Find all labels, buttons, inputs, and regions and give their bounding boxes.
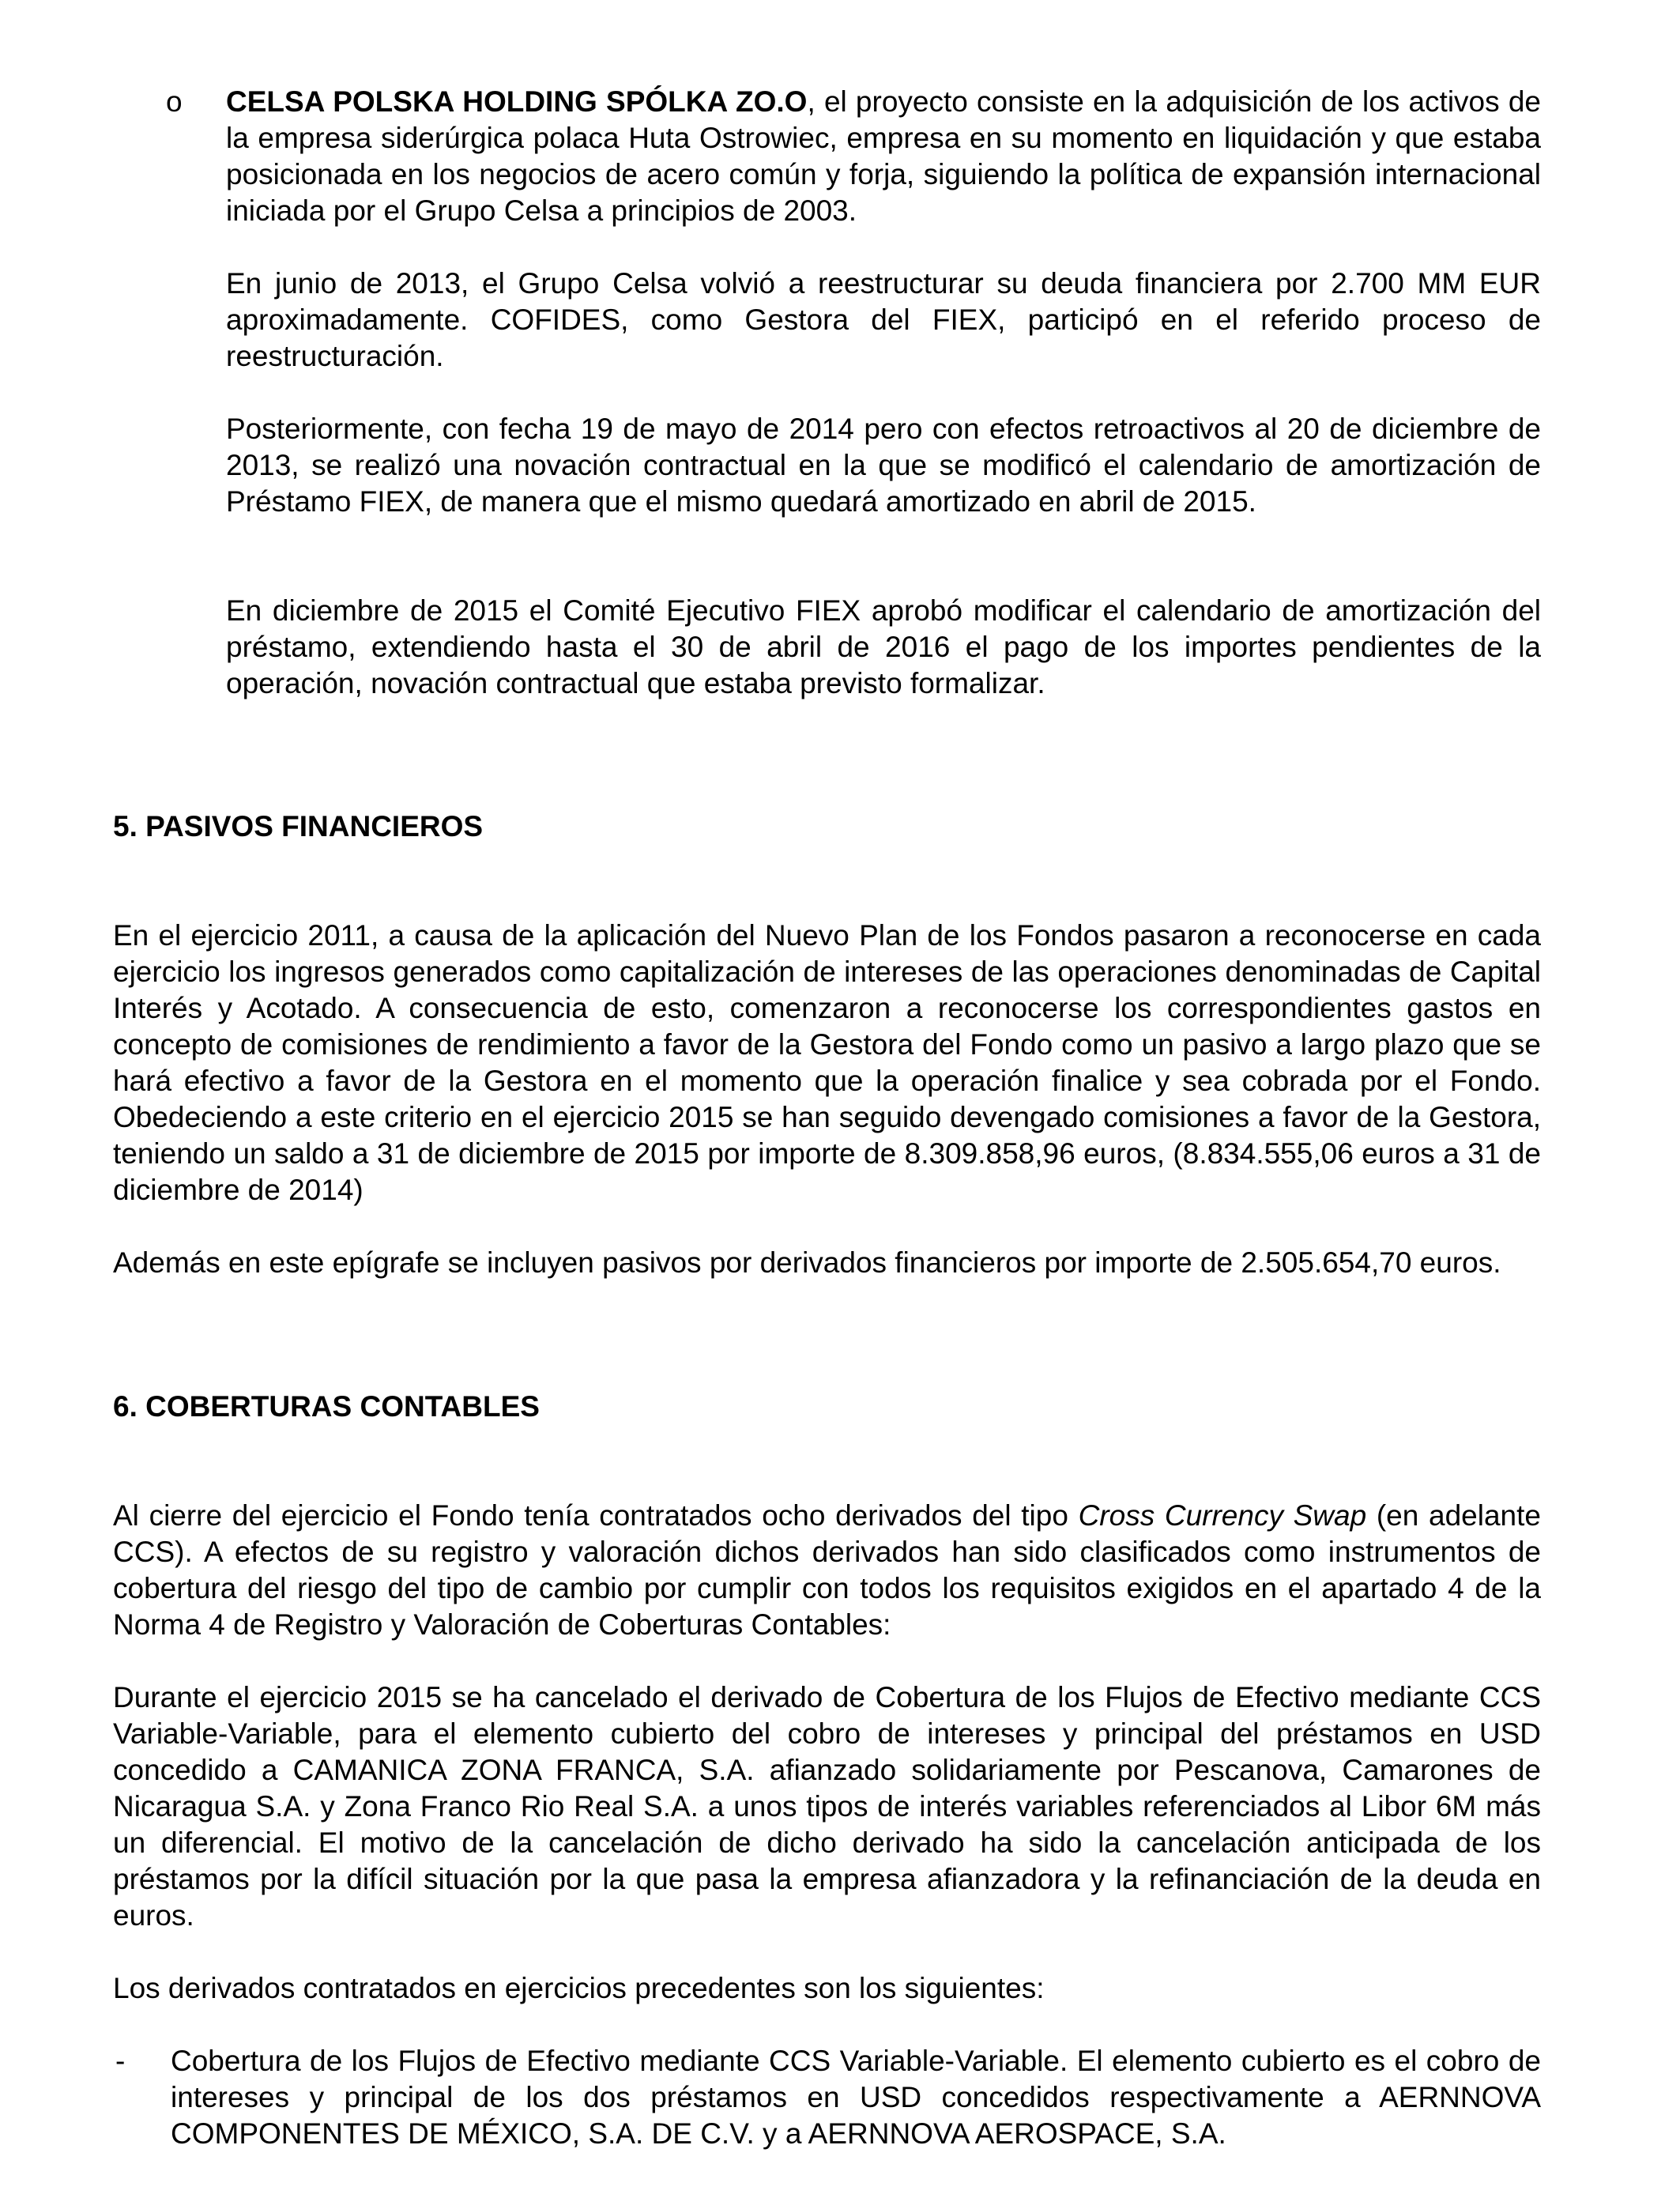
bullet-text: , el proyecto consiste en la adquisición de los activos de la empresa siderúrgica polaca Huta Ostrowiec, empresa en su momento en liquidación y que estaba posicionada en los negocios de acero común y forja, siguiendo la política de expansión internacional iniciada por el Grupo Celsa a principios de 2003. [226,85,1541,227]
section-6-paragraph-1 [113,1498,1541,1643]
p1-text-after: (en adelante CCS). A efectos de su registro y valoración dichos derivados han sido clasificados como instrumentos de cobertura del riesgo del tipo de cambio por cumplir con todos los requisitos exigidos en el apartado 4 de la Norma 4 de Registro y Valoración de Coberturas Contables: [113,1499,1541,1641]
section-5-heading: 5. PASIVOS FINANCIEROS [113,810,484,843]
p1-italic-term: Cross Currency Swap [1078,1499,1367,1532]
section-5-paragraph-1: En el ejercicio 2011, a causa de la aplicación del Nuevo Plan de los Fondos pasaron a reconocerse en cada ejercicio los ingresos generados como capitalización de intereses de las operaciones denominadas de Capital Interés y Acotado. A consecuencia de esto, comenzaron a reconocerse los correspondientes gastos en concepto de comisiones de rendimiento a favor de la Gestora del Fondo como un pasivo a largo plazo que se hará efectivo a favor de la Gestora en el momento que la operación finalice y sea cobrada por el Fondo. Obedeciendo a este criterio en el ejercicio 2015 se han seguido devengado comisiones a favor de la Gestora, teniendo un saldo a 31 de diciembre de 2015 por importe de 8.309.858,96 euros, (8.834.555,06 euros a 31 de diciembre de 2014) [113,919,1541,1206]
section-6-heading: 6. COBERTURAS CONTABLES [113,1390,540,1423]
section-5-paragraph-2: Además en este epígrafe se incluyen pasivos por derivados financieros por importe de 2.505.654,70 euros. [113,1246,1501,1279]
company-name: CELSA POLSKA HOLDING SPÓLKA ZO.O [226,85,808,118]
dash-marker: - [115,2045,126,2077]
dash-list-item: Cobertura de los Flujos de Efectivo mediante CCS Variable-Variable. El elemento cubierto es el cobro de intereses y principal de los dos préstamos en USD concedidos respectivamente a AERNNOVA COMPONENTES DE MÉXICO, S.A. DE C.V. y a AERNNOVA AEROSPACE, S.A. [171,2045,1541,2150]
bullet-paragraph [226,84,1541,229]
p1-text-before: Al cierre del ejercicio el Fondo tenía contratados ocho derivados del tipo [113,1499,1079,1532]
bullet-paragraph-4: En diciembre de 2015 el Comité Ejecutivo FIEX aprobó modificar el calendario de amortización del préstamo, extendiendo hasta el 30 de abril de 2016 el pago de los importes pendientes de la operación, novación contractual que estaba previsto formalizar. [226,594,1541,699]
section-6-paragraph-3: Los derivados contratados en ejercicios precedentes son los siguientes: [113,1972,1045,2004]
bullet-marker: o [166,85,183,118]
bullet-paragraph-2: En junio de 2013, el Grupo Celsa volvió a reestructurar su deuda financiera por 2.700 MM EUR aproximadamente. COFIDES, como Gestora del FIEX, participó en el referido proceso de reestructuración. [226,267,1541,372]
bullet-paragraph-3: Posteriormente, con fecha 19 de mayo de 2014 pero con efectos retroactivos al 20 de diciembre de 2013, se realizó una novación contractual en la que se modificó el calendario de amortización de Préstamo FIEX, de manera que el mismo quedará amortizado en abril de 2015. [226,413,1541,518]
section-6-paragraph-2: Durante el ejercicio 2015 se ha cancelado el derivado de Cobertura de los Flujos de Efectivo mediante CCS Variable-Variable, para el elemento cubierto del cobro de intereses y principal del préstamos en USD concedido a CAMANICA ZONA FRANCA, S.A. afianzado solidariamente por Pescanova, Camarones de Nicaragua S.A. y Zona Franco Rio Real S.A. a unos tipos de interés variables referenciados al Libor 6M más un diferencial. El motivo de la cancelación de dicho derivado ha sido la cancelación anticipada de los préstamos por la difícil situación por la que pasa la empresa afianzadora y la refinanciación de la deuda en euros. [113,1681,1541,1932]
